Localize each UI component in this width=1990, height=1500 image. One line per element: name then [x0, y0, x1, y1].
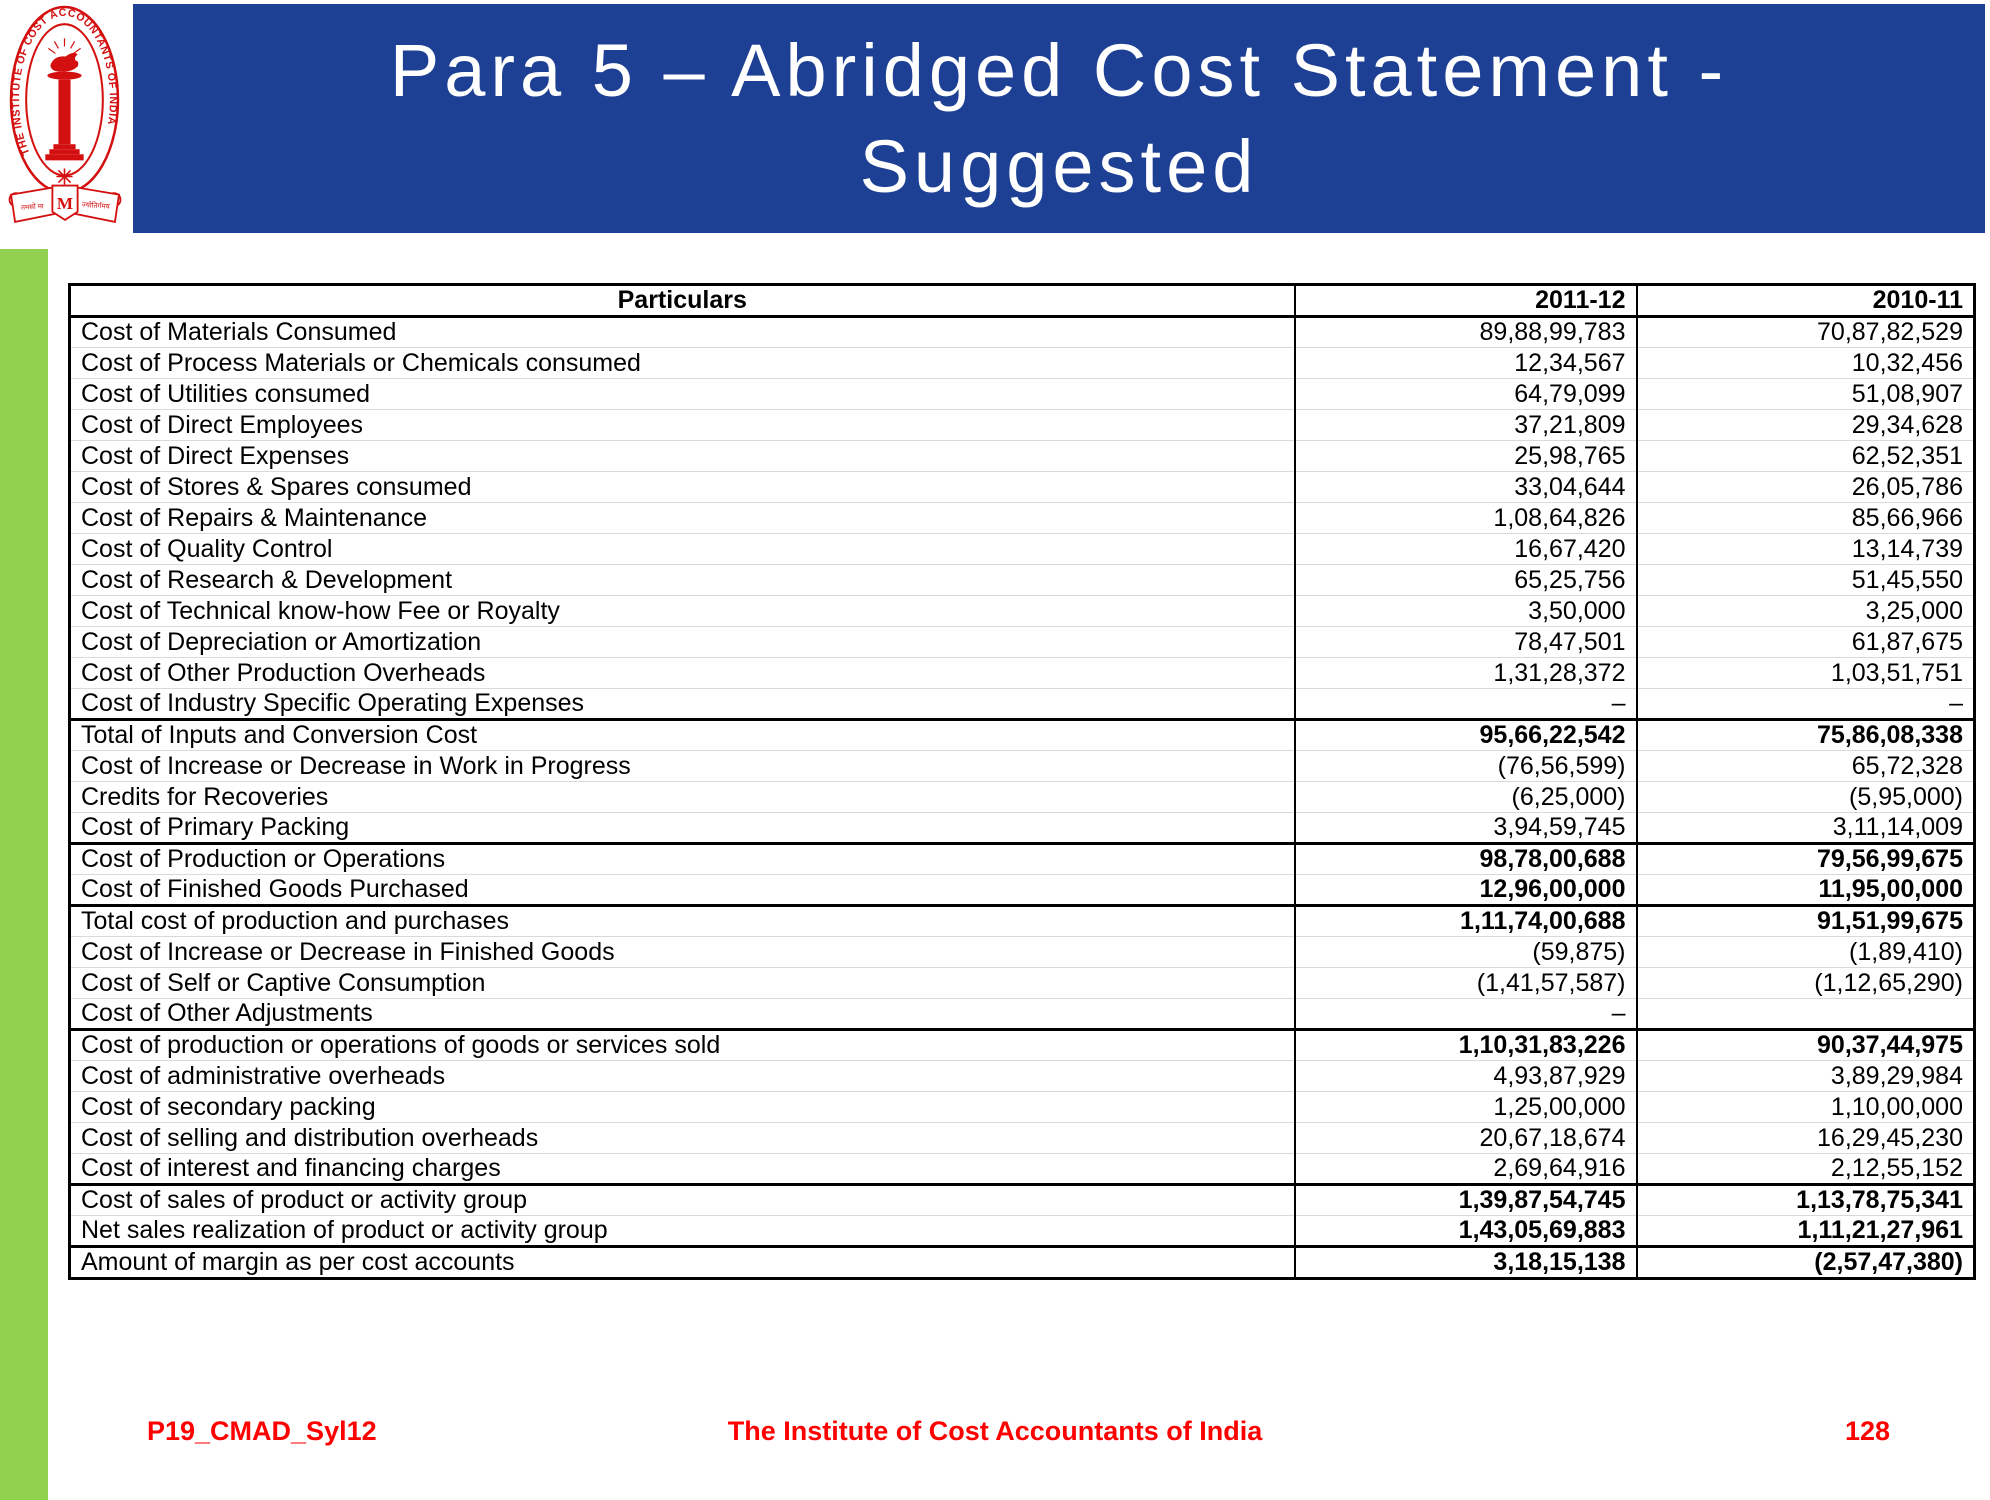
slide-title-line2: Suggested	[859, 124, 1259, 208]
particular-cell: Cost of Utilities consumed	[70, 379, 1295, 410]
footer-page-number: 128	[1844, 1416, 1890, 1446]
table-row	[70, 410, 1975, 441]
value-cell-2011-12: 4,93,87,929	[1295, 1061, 1637, 1092]
logo-ring-text: THE INSTITUTE OF COST ACCOUNTANTS OF INDIA	[10, 6, 119, 157]
value-cell-2010-11: 1,10,00,000	[1637, 1092, 1975, 1123]
footer-course-code: P19_CMAD_Syl12	[147, 1416, 377, 1446]
value-cell-2011-12: 64,79,099	[1295, 379, 1637, 410]
particular-cell: Cost of Depreciation or Amortization	[70, 627, 1295, 658]
value-cell-2011-12: 16,67,420	[1295, 534, 1637, 565]
value-cell-2011-12: 3,18,15,138	[1295, 1247, 1637, 1279]
table-row	[70, 813, 1975, 844]
table-row	[70, 472, 1975, 503]
table-row	[70, 379, 1975, 410]
value-cell-2010-11: 62,52,351	[1637, 441, 1975, 472]
value-cell-2010-11: 1,03,51,751	[1637, 658, 1975, 689]
value-cell-2010-11: (1,12,65,290)	[1637, 968, 1975, 999]
value-cell-2011-12: 1,08,64,826	[1295, 503, 1637, 534]
value-cell-2011-12: –	[1295, 689, 1637, 720]
table-row	[70, 1092, 1975, 1123]
slide-title-banner	[133, 4, 1985, 233]
logo-ribbon-left-text: तमसो मा	[20, 203, 45, 212]
particular-cell: Amount of margin as per cost accounts	[70, 1247, 1295, 1279]
table-row	[70, 720, 1975, 751]
particular-cell: Cost of Other Production Overheads	[70, 658, 1295, 689]
particular-cell: Cost of Finished Goods Purchased	[70, 875, 1295, 906]
value-cell-2011-12: (1,41,57,587)	[1295, 968, 1637, 999]
table-row	[70, 844, 1975, 875]
value-cell-2011-12: 1,43,05,69,883	[1295, 1216, 1637, 1247]
logo-star-icon	[56, 168, 72, 184]
table-row	[70, 1247, 1975, 1279]
particular-cell: Total cost of production and purchases	[70, 906, 1295, 937]
value-cell-2010-11: 85,66,966	[1637, 503, 1975, 534]
particular-cell: Cost of Production or Operations	[70, 844, 1295, 875]
table-row	[70, 875, 1975, 906]
particular-cell: Cost of production or operations of goods or services sold	[70, 1030, 1295, 1061]
value-cell-2010-11: 61,87,675	[1637, 627, 1975, 658]
table-row	[70, 937, 1975, 968]
table-row	[70, 906, 1975, 937]
value-cell-2010-11: 91,51,99,675	[1637, 906, 1975, 937]
value-cell-2010-11: (1,89,410)	[1637, 937, 1975, 968]
particular-cell: Cost of administrative overheads	[70, 1061, 1295, 1092]
particular-cell: Cost of Stores & Spares consumed	[70, 472, 1295, 503]
table-row	[70, 968, 1975, 999]
particular-cell: Cost of Repairs & Maintenance	[70, 503, 1295, 534]
particular-cell: Cost of Direct Expenses	[70, 441, 1295, 472]
value-cell-2010-11: 13,14,739	[1637, 534, 1975, 565]
table-row	[70, 999, 1975, 1030]
value-cell-2011-12: 3,50,000	[1295, 596, 1637, 627]
value-cell-2011-12: 1,31,28,372	[1295, 658, 1637, 689]
table-row	[70, 751, 1975, 782]
left-accent-bar	[0, 249, 48, 1500]
value-cell-2011-12: 12,96,00,000	[1295, 875, 1637, 906]
footer-institute-name: The Institute of Cost Accountants of India	[727, 1416, 1263, 1446]
particular-cell: Total of Inputs and Conversion Cost	[70, 720, 1295, 751]
value-cell-2010-11: 3,25,000	[1637, 596, 1975, 627]
value-cell-2011-12: 1,39,87,54,745	[1295, 1185, 1637, 1216]
table-row	[70, 1216, 1975, 1247]
table-header-row	[70, 285, 1975, 317]
table-row	[70, 534, 1975, 565]
value-cell-2011-12: 25,98,765	[1295, 441, 1637, 472]
particular-cell: Cost of interest and financing charges	[70, 1154, 1295, 1185]
value-cell-2011-12: 1,25,00,000	[1295, 1092, 1637, 1123]
table-row	[70, 503, 1975, 534]
column-header-2010-11: 2010-11	[1637, 285, 1975, 317]
value-cell-2011-12: (76,56,599)	[1295, 751, 1637, 782]
logo-flame-icon	[48, 38, 80, 53]
value-cell-2011-12: 3,94,59,745	[1295, 813, 1637, 844]
value-cell-2010-11: 90,37,44,975	[1637, 1030, 1975, 1061]
table-row	[70, 1123, 1975, 1154]
particular-cell: Cost of secondary packing	[70, 1092, 1295, 1123]
value-cell-2010-11: 1,11,21,27,961	[1637, 1216, 1975, 1247]
value-cell-2010-11: (2,57,47,380)	[1637, 1247, 1975, 1279]
table-row	[70, 658, 1975, 689]
table-row	[70, 782, 1975, 813]
cost-table-body	[70, 317, 1975, 1279]
particular-cell: Cost of Industry Specific Operating Expenses	[70, 689, 1295, 720]
table-row	[70, 1030, 1975, 1061]
abridged-cost-statement-table	[68, 283, 1976, 1280]
particular-cell: Cost of Other Adjustments	[70, 999, 1295, 1030]
value-cell-2010-11: 10,32,456	[1637, 348, 1975, 379]
value-cell-2010-11: 26,05,786	[1637, 472, 1975, 503]
value-cell-2011-12: (6,25,000)	[1295, 782, 1637, 813]
particular-cell: Cost of Technical know-how Fee or Royalty	[70, 596, 1295, 627]
value-cell-2010-11: 79,56,99,675	[1637, 844, 1975, 875]
column-header-2011-12: 2011-12	[1295, 285, 1637, 317]
logo-ribbon	[10, 186, 121, 222]
particular-cell: Cost of Direct Employees	[70, 410, 1295, 441]
slide-title-line1: Para 5 – Abridged Cost Statement -	[389, 28, 1729, 112]
particular-cell: Net sales realization of product or activity group	[70, 1216, 1295, 1247]
logo-monogram: M	[56, 193, 74, 213]
particular-cell: Cost of selling and distribution overheads	[70, 1123, 1295, 1154]
value-cell-2011-12: (59,875)	[1295, 937, 1637, 968]
table-row	[70, 689, 1975, 720]
logo-ribbon-right-text: ज्योतिर्गमय	[81, 201, 110, 211]
value-cell-2010-11: 1,13,78,75,341	[1637, 1185, 1975, 1216]
table-row	[70, 1185, 1975, 1216]
slide-footer	[0, 1416, 1990, 1456]
value-cell-2010-11: 51,45,550	[1637, 565, 1975, 596]
table-row	[70, 596, 1975, 627]
value-cell-2010-11: 65,72,328	[1637, 751, 1975, 782]
value-cell-2010-11: 29,34,628	[1637, 410, 1975, 441]
table-row	[70, 1154, 1975, 1185]
institute-logo	[4, 2, 126, 234]
particular-cell: Cost of sales of product or activity group	[70, 1185, 1295, 1216]
particular-cell: Cost of Research & Development	[70, 565, 1295, 596]
particular-cell: Cost of Process Materials or Chemicals consumed	[70, 348, 1295, 379]
value-cell-2011-12: 1,10,31,83,226	[1295, 1030, 1637, 1061]
value-cell-2010-11	[1637, 999, 1975, 1030]
value-cell-2011-12: 89,88,99,783	[1295, 317, 1637, 348]
particular-cell: Credits for Recoveries	[70, 782, 1295, 813]
value-cell-2011-12: 65,25,756	[1295, 565, 1637, 596]
logo-lamp-icon	[47, 53, 81, 80]
table-row	[70, 627, 1975, 658]
value-cell-2011-12: 98,78,00,688	[1295, 844, 1637, 875]
value-cell-2010-11: 2,12,55,152	[1637, 1154, 1975, 1185]
value-cell-2010-11: –	[1637, 689, 1975, 720]
value-cell-2010-11: (5,95,000)	[1637, 782, 1975, 813]
particular-cell: Cost of Increase or Decrease in Finished Goods	[70, 937, 1295, 968]
logo-pillar-icon	[45, 80, 83, 161]
value-cell-2011-12: 95,66,22,542	[1295, 720, 1637, 751]
particular-cell: Cost of Self or Captive Consumption	[70, 968, 1295, 999]
particular-cell: Cost of Materials Consumed	[70, 317, 1295, 348]
value-cell-2011-12: –	[1295, 999, 1637, 1030]
table-row	[70, 317, 1975, 348]
value-cell-2010-11: 3,89,29,984	[1637, 1061, 1975, 1092]
particular-cell: Cost of Primary Packing	[70, 813, 1295, 844]
value-cell-2010-11: 75,86,08,338	[1637, 720, 1975, 751]
value-cell-2011-12: 33,04,644	[1295, 472, 1637, 503]
table-row	[70, 348, 1975, 379]
particular-cell: Cost of Quality Control	[70, 534, 1295, 565]
value-cell-2010-11: 51,08,907	[1637, 379, 1975, 410]
column-header-particulars: Particulars	[70, 285, 1295, 317]
value-cell-2010-11: 11,95,00,000	[1637, 875, 1975, 906]
value-cell-2010-11: 16,29,45,230	[1637, 1123, 1975, 1154]
table-row	[70, 441, 1975, 472]
value-cell-2011-12: 37,21,809	[1295, 410, 1637, 441]
value-cell-2011-12: 2,69,64,916	[1295, 1154, 1637, 1185]
value-cell-2011-12: 20,67,18,674	[1295, 1123, 1637, 1154]
value-cell-2011-12: 12,34,567	[1295, 348, 1637, 379]
institute-seal-icon	[4, 2, 126, 234]
value-cell-2010-11: 70,87,82,529	[1637, 317, 1975, 348]
table-row	[70, 1061, 1975, 1092]
value-cell-2010-11: 3,11,14,009	[1637, 813, 1975, 844]
value-cell-2011-12: 78,47,501	[1295, 627, 1637, 658]
table-row	[70, 565, 1975, 596]
value-cell-2011-12: 1,11,74,00,688	[1295, 906, 1637, 937]
particular-cell: Cost of Increase or Decrease in Work in Progress	[70, 751, 1295, 782]
